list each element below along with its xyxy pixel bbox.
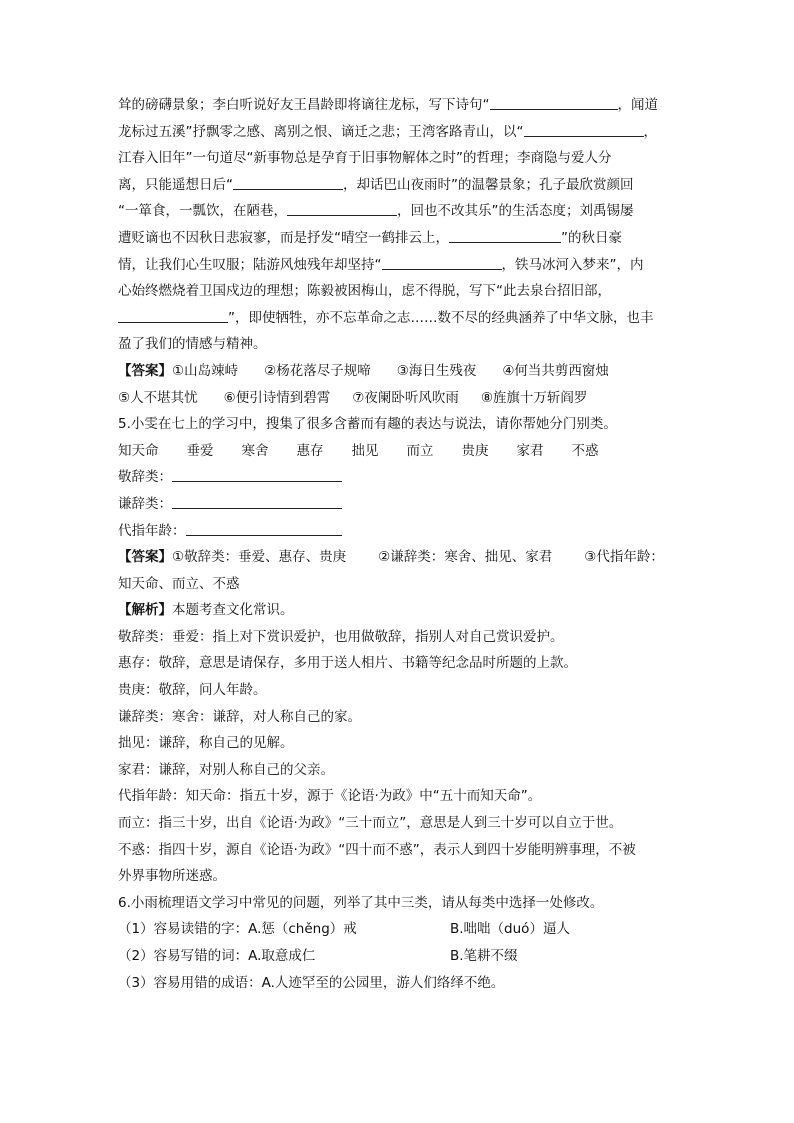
text-line: “一箪食，一瓢饮，在陋巷， ，回也不改其乐”的生活态度；刘禹锡屡 (118, 203, 634, 220)
answer-label: 【答案】 (118, 549, 172, 566)
analysis-line: 而立：指三十岁，出自《论语·为政》“三十而立”，意思是人到三十岁可以自立于世。 (118, 815, 623, 832)
answer-blank[interactable] (233, 175, 343, 190)
answer-blank[interactable] (118, 308, 228, 323)
analysis-line: 外界事物所迷惑。 (118, 868, 226, 885)
answer-blank[interactable] (524, 122, 644, 137)
word-item: 知天命 (118, 442, 159, 459)
analysis-line: 拙见：谦辞，称自己的见解。 (118, 735, 294, 752)
answer-blank[interactable] (382, 255, 502, 270)
q5-category-honorific: 敬辞类： (118, 464, 688, 491)
answer-label: 【答案】 (118, 362, 172, 379)
q5-category-age: 代指年龄： (118, 518, 688, 545)
answer-blank[interactable] (172, 467, 342, 482)
q5-word-list (118, 438, 688, 465)
text-line: 龙标过五溪”抒飘零之感、离别之恨、谪迁之悲；王湾客路青山，以“ ， (118, 123, 657, 140)
analysis-line: 惠存：敬辞，意思是请保存，多用于送人相片、书籍等纪念品时所题的上款。 (118, 655, 577, 672)
text-line: 江春入旧年”一句道尽“新事物总是孕育于旧事物解体之时”的哲理；李商隐与爱人分 (118, 150, 612, 167)
word-item: 垂爱 (186, 442, 214, 459)
q6-item-3: （3）容易用错的成语：A.人迹罕至的公园里，游人们络绎不绝。 (118, 974, 505, 991)
q5-analysis-heading: 【解析】本题考查文化常识。 (118, 602, 294, 619)
word-item: 寒舍 (241, 442, 269, 459)
word-item: 家君 (516, 442, 544, 459)
word-item: 惠存 (296, 442, 324, 459)
text-line: 遭贬谪也不因秋日悲寂寥，而是抒发“晴空一鹤排云上， ”的秋日豪 (118, 229, 622, 246)
text-line: 盈了我们的情感与精神。 (118, 336, 267, 353)
q6-item-1: （1）容易读错的字：A.惩（chěng）戒 B.咄咄（duó）逼人 (118, 921, 570, 938)
answer-blank[interactable] (490, 95, 618, 110)
q4-answer-line-2: ⑤人不堪其忧 ⑥便引诗情到碧霄 ⑦夜阑卧听风吹雨 ⑧旌旗十万斩阎罗 (118, 389, 588, 406)
q4-paragraph (118, 92, 688, 358)
text-line: 离，只能遥想日后“ ，却话巴山夜雨时”的温馨景象；孔子最欣赏颜回 (118, 176, 634, 193)
word-item: 拙见 (351, 442, 379, 459)
analysis-line: 家君：谦辞，对别人称自己的父亲。 (118, 761, 334, 778)
q5-stem: 5.小雯在七上的学习中，搜集了很多含蓄而有趣的表达与说法，请你帮她分门别类。 (118, 416, 617, 433)
answer-blank[interactable] (172, 494, 342, 509)
q5-answer-line-2: 知天命、而立、不惑 (118, 575, 240, 592)
word-item: 贵庚 (461, 442, 489, 459)
analysis-label: 【解析】 (118, 602, 172, 619)
q5-answer-line-1: 【答案】①敬辞类：垂爱、惠存、贵庚 ②谦辞类：寒舍、拙见、家君 ③代指年龄： (118, 549, 664, 566)
word-item: 不惑 (571, 442, 599, 459)
analysis-line: 谦辞类：寒舍：谦辞，对人称自己的家。 (118, 708, 361, 725)
analysis-line: 不惑：指四十岁，源自《论语·为政》“四十而不惑”，表示人到四十岁能明辨事理，不被 (118, 841, 636, 858)
q5-category-humble: 谦辞类： (118, 491, 688, 518)
q4-answer-line-1: 【答案】①山岛竦峙 ②杨花落尽子规啼 ③海日生残夜 ④何当共剪西窗烛 (118, 362, 609, 379)
text-line: 情，让我们心生叹服；陆游风烛残年却坚持“ ，铁马冰河入梦来”，内 (118, 256, 644, 273)
word-item: 而立 (406, 442, 434, 459)
analysis-line: 敬辞类：垂爱：指上对下赏识爱护，也用做敬辞，指别人对自己赏识爱护。 (118, 628, 564, 645)
answer-blank[interactable] (186, 521, 342, 536)
answer-blank[interactable] (287, 201, 397, 216)
document-page (118, 92, 688, 996)
text-line: ”，即使牺牲，亦不忘革命之志……数不尽的经典涵养了中华文脉，也丰 (118, 305, 688, 332)
analysis-line: 代指年龄：知天命：指五十岁，源于《论语·为政》中“五十而知天命”。 (118, 788, 542, 805)
q6-item-2: （2）容易写错的词：A.取意成仁 B.笔耕不缀 (118, 948, 518, 964)
answer-blank[interactable] (449, 228, 561, 243)
text-line: 耸的磅礴景象；李白听说好友王昌龄即将谪往龙标，写下诗句“ ，闻道 (118, 97, 658, 113)
text-line: 心始终燃烧着卫国戍边的理想；陈毅被困梅山，虑不得脱，写下“此去泉台招旧部， (118, 283, 611, 300)
analysis-line: 贵庚：敬辞，问人年龄。 (118, 682, 267, 699)
q6-stem: 6.小雨梳理语文学习中常见的问题，列举了其中三类，请从每类中选择一处修改。 (118, 894, 604, 911)
